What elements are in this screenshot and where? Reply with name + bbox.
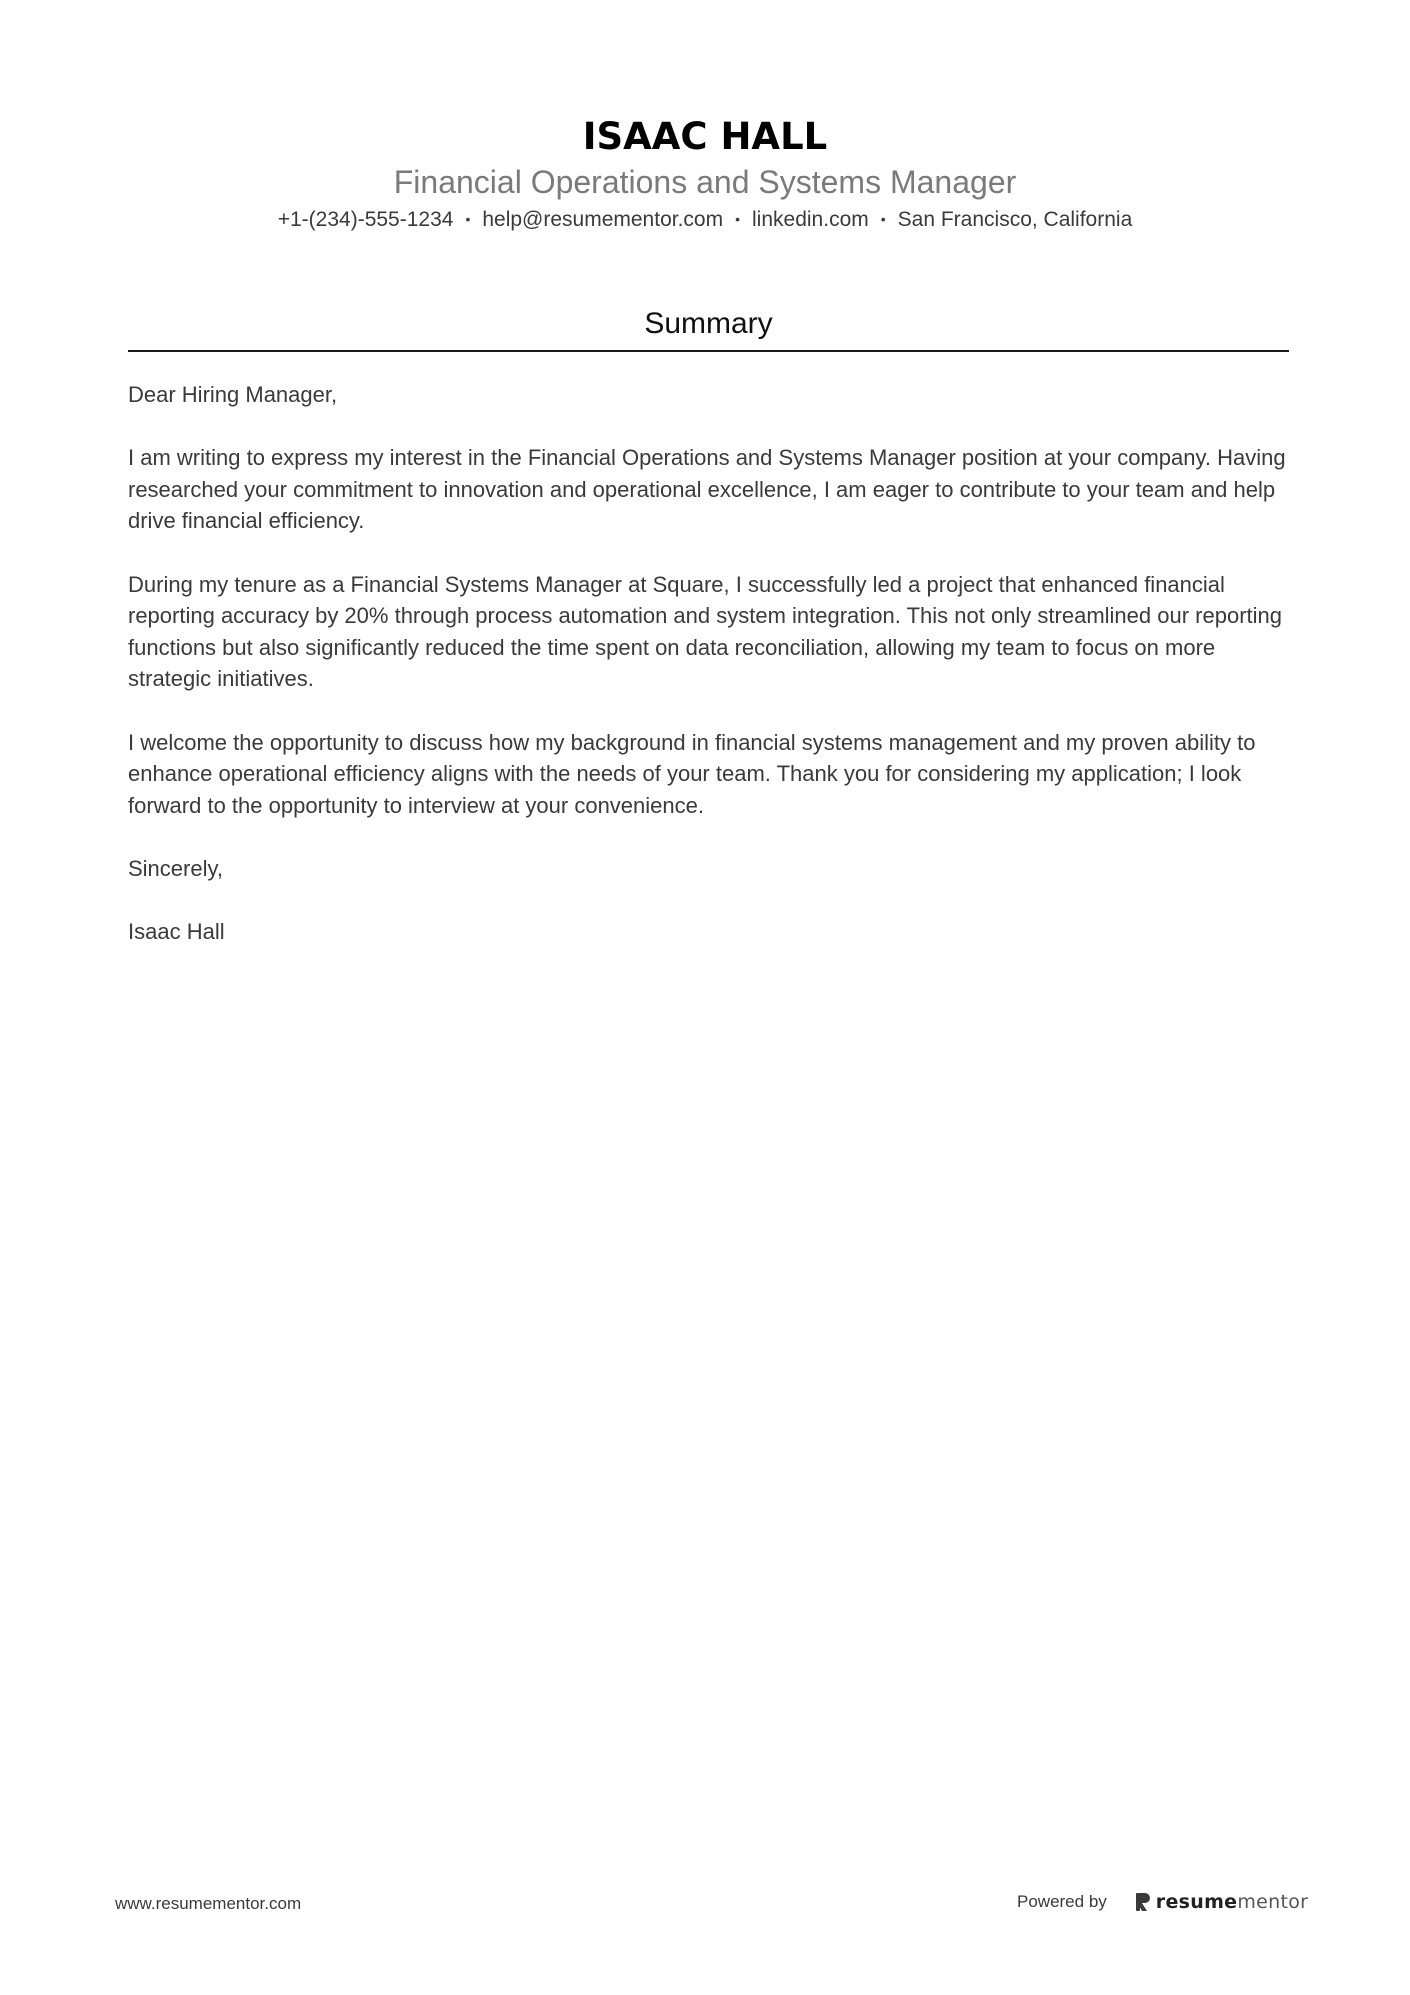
contact-separator: • [465, 211, 471, 227]
section-divider [128, 350, 1289, 352]
candidate-name: ISAAC HALL [582, 115, 828, 158]
letter-body [128, 379, 1289, 979]
brand-part-resume: resume [1155, 1891, 1238, 1913]
letter-paragraph-2: During my tenure as a Financial Systems Manager at Square, I successfully led a project that enhanced financial reporting accuracy by 20% through process automation and system integration. This not only streamlined our reporting functions but also significantly reduced the time spent on data reconciliation, allowing my team to focus on more strategic initiatives. [128, 571, 1282, 692]
contact-email[interactable]: help@resumementor.com [482, 208, 724, 231]
contact-linkedin[interactable]: linkedin.com [752, 208, 869, 231]
footer-branding [1017, 1887, 1308, 1917]
contact-phone: +1-(234)-555-1234 [277, 208, 454, 231]
section-title-summary: Summary [644, 307, 773, 340]
contact-separator: • [735, 211, 741, 227]
contact-location: San Francisco, California [897, 208, 1133, 231]
contact-line [0, 204, 1410, 235]
footer-website[interactable]: www.resumementor.com [115, 1894, 302, 1913]
letter-paragraph-3: I welcome the opportunity to discuss how my background in financial systems management and my proven ability to enhance operational efficiency aligns with the needs of your team. Thank you for considering my application; I look forward to the opportunity to interview at your convenience. [128, 729, 1256, 818]
letter-greeting: Dear Hiring Manager, [128, 382, 338, 407]
contact-separator: • [880, 211, 886, 227]
letter-closing: Sincerely, [128, 855, 223, 881]
resumementor-logo-icon [1135, 1892, 1151, 1912]
letter-signature: Isaac Hall [128, 919, 225, 945]
powered-by-label: Powered by [1017, 1892, 1107, 1911]
resumementor-logo[interactable] [1135, 1891, 1309, 1913]
resumementor-wordmark [1156, 1891, 1309, 1913]
letter-paragraph-1: I am writing to express my interest in the Financial Operations and Systems Manager position at your company. Having researched your commitment to innovation and operational excellence, I am eager to contribute to your team and help drive financial efficiency. [128, 445, 1286, 534]
letter-header [0, 112, 1410, 235]
candidate-job-title: Financial Operations and Systems Manager [393, 164, 1017, 200]
brand-part-mentor: mentor [1237, 1891, 1309, 1913]
